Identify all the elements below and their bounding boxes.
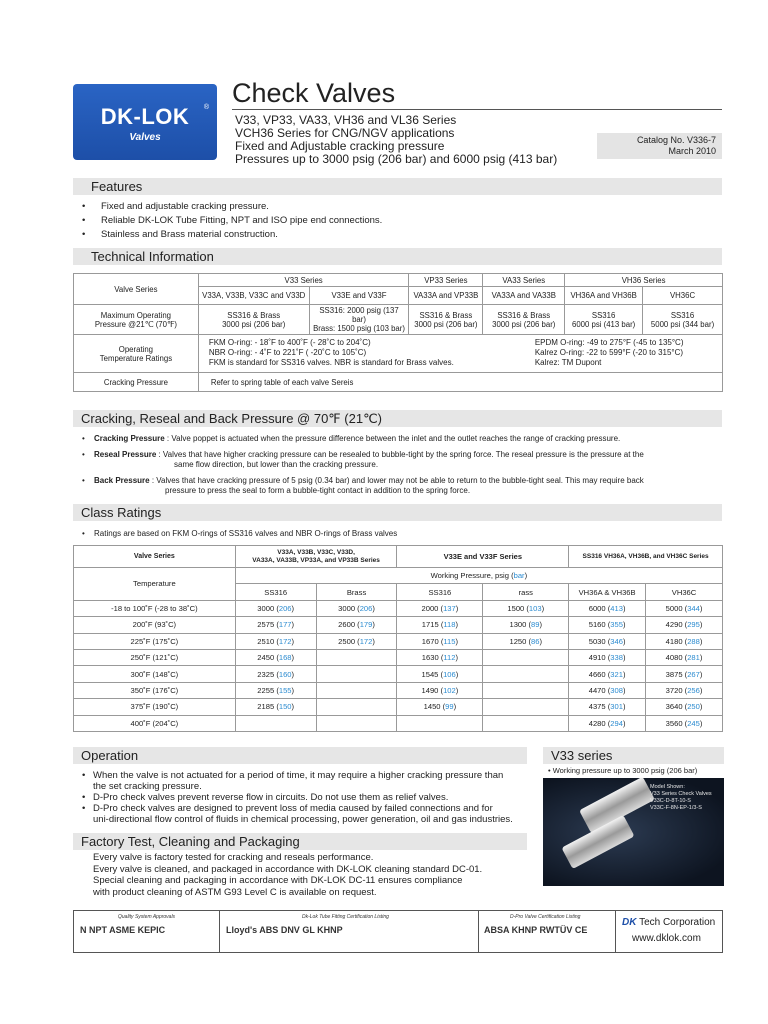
row-label: Cracking Pressure xyxy=(74,373,199,392)
tech-heading: Technical Information xyxy=(73,248,722,265)
table-cell: 1300 (89) xyxy=(483,617,569,633)
cracking-item: • Cracking Pressure : Valve poppet is actuated when the pressure difference between the inlet and the outlet reaches the range of cracking pressure. xyxy=(82,434,621,443)
table-cell xyxy=(483,666,569,682)
temperature-cell: 400˚F (204˚C) xyxy=(74,715,236,731)
table-cell: 4280 (294) xyxy=(569,715,646,731)
table-cell: 2500 (172) xyxy=(316,633,397,649)
operation-heading: Operation xyxy=(73,747,527,764)
sub-header: VH36A & VH36B xyxy=(569,584,646,600)
table-cell xyxy=(483,715,569,731)
page-title: Check Valves xyxy=(232,78,396,108)
table-cell xyxy=(316,699,397,715)
class-note: • Ratings are based on FKM O-rings of SS316 valves and NBR O-rings of Brass valves xyxy=(82,529,398,538)
table-cell: 3000 (206) xyxy=(316,600,397,616)
list-item: • Fixed and adjustable cracking pressure. xyxy=(73,200,382,214)
table-cell: 1450 (99) xyxy=(397,699,483,715)
features-list xyxy=(73,200,382,242)
table-row xyxy=(74,600,723,616)
tech-table xyxy=(73,273,723,392)
registered-icon: ® xyxy=(203,104,209,111)
table-cell: 3720 (256) xyxy=(646,682,723,698)
group-header: SS316 VH36A, VH36B, and VH36C Series xyxy=(569,546,723,568)
catalog-box xyxy=(597,133,722,159)
sub-header: VA33A and VP33B xyxy=(409,287,483,305)
temperature-cell: 375˚F (190˚C) xyxy=(74,699,236,715)
table-cell xyxy=(397,715,483,731)
temp-line: FKM O-ring: - 18˚F to 400˚F (- 28˚C to 204˚C) xyxy=(208,338,371,347)
temp-line: FKM is standard for SS316 valves. NBR is standard for Brass valves. xyxy=(208,358,454,367)
table-cell: SS316 6000 psi (413 bar) xyxy=(565,305,643,335)
table-cell: 1545 (106) xyxy=(397,666,483,682)
factory-text: Every valve is factory tested for cracking and reseals performance. Every valve is cleaned, and packaged in accordance with DK-LOK cleaning standard DC-01. Special cleaning and packaging in accordance with DK-LOK DC-11 ensures compliance with product cleaning of ASTM G93 Level C is available on request. xyxy=(93,852,483,898)
table-cell xyxy=(483,649,569,665)
catalog-number: Catalog No. V336-7 xyxy=(636,135,716,145)
sub-header: VH36C xyxy=(646,584,723,600)
table-cell xyxy=(316,682,397,698)
list-item: • When the valve is not actuated for a period of time, it may require a higher cracking pressure than the set cracking pressure. xyxy=(80,770,535,792)
table-cell: 2255 (155) xyxy=(235,682,316,698)
footer-certifications xyxy=(73,910,723,953)
dk-lok-logo xyxy=(73,84,217,160)
crack-cell: Refer to spring table of each valve Sereis xyxy=(198,373,722,392)
catalog-date: March 2010 xyxy=(668,146,716,156)
features-heading: Features xyxy=(73,178,722,195)
subtitles xyxy=(235,114,557,166)
sub-header: VH36C xyxy=(643,287,723,305)
temperature-header: Temperature xyxy=(74,568,236,601)
sub-header: V33A, V33B, V33C and V33D xyxy=(198,287,309,305)
table-cell: 5160 (355) xyxy=(569,617,646,633)
table-cell: 3640 (250) xyxy=(646,699,723,715)
table-cell: 4470 (308) xyxy=(569,682,646,698)
table-cell: 5000 (344) xyxy=(646,600,723,616)
quality-label: Quality System Approvals xyxy=(118,914,176,920)
tube-label: Dk-Lok Tube Fitting Certification Listing xyxy=(302,914,389,920)
dpro-label: D-Pro Valve Certification Listing xyxy=(510,914,581,920)
table-cell xyxy=(235,715,316,731)
operation-list xyxy=(80,770,535,825)
table-cell xyxy=(316,715,397,731)
table-cell: 2575 (177) xyxy=(235,617,316,633)
table-cell xyxy=(316,649,397,665)
table-cell xyxy=(316,666,397,682)
company-name: DK Tech Corporation xyxy=(622,917,716,928)
v33-heading: V33 series xyxy=(543,747,724,764)
sub-header: SS316 xyxy=(235,584,316,600)
temp-line: NBR O-ring: - 4˚F to 221˚F ( -20˚C to 105˚C) xyxy=(208,348,367,357)
table-cell: 4660 (321) xyxy=(569,666,646,682)
table-cell: SS316 & Brass 3000 psi (206 bar) xyxy=(198,305,309,335)
dpro-logos: ABSA KHNP RWTÜV CE xyxy=(484,925,588,935)
table-cell: 6000 (413) xyxy=(569,600,646,616)
table-cell: 2325 (160) xyxy=(235,666,316,682)
table-cell: 1500 (103) xyxy=(483,600,569,616)
subtitle: V33, VP33, VA33, VH36 and VL36 Series xyxy=(235,113,457,127)
list-item: • Reliable DK-LOK Tube Fitting, NPT and ISO pipe end connections. xyxy=(73,214,382,228)
temp-line: Kalrez O-ring: -22 to 599°F (-20 to 315°C) xyxy=(534,348,684,357)
sub-header: VA33A and VA33B xyxy=(483,287,565,305)
group-header: VP33 Series xyxy=(409,274,483,287)
table-cell: 5030 (346) xyxy=(569,633,646,649)
table-cell: 3875 (267) xyxy=(646,666,723,682)
table-row xyxy=(74,649,723,665)
table-cell: 4290 (295) xyxy=(646,617,723,633)
table-cell: SS316 5000 psi (344 bar) xyxy=(643,305,723,335)
class-table xyxy=(73,545,723,732)
photo-caption: Model Shown: V33 Series Check Valves V33C-D-8T-10-S V33C-F-8N-EP-1/3-S xyxy=(650,784,712,811)
table-cell: 2510 (172) xyxy=(235,633,316,649)
v33-photo xyxy=(543,778,724,886)
valve-series-header: Valve Series xyxy=(74,274,199,305)
title-divider xyxy=(232,109,722,110)
table-cell: 2000 (137) xyxy=(397,600,483,616)
table-cell: SS316 & Brass 3000 psi (206 bar) xyxy=(483,305,565,335)
temp-line: EPDM O-ring: -49 to 275°F (-45 to 135°C) xyxy=(534,338,684,347)
table-row xyxy=(74,699,723,715)
subtitle: VCH36 Series for CNG/NGV applications xyxy=(235,126,455,140)
logo-brand: DK-LOK xyxy=(100,104,190,129)
class-heading: Class Ratings xyxy=(73,504,722,521)
table-cell: SS316 & Brass 3000 psi (206 bar) xyxy=(409,305,483,335)
table-cell: 2185 (150) xyxy=(235,699,316,715)
table-cell: SS316: 2000 psig (137 bar) Brass: 1500 psig (103 bar) xyxy=(309,305,409,335)
table-cell: 3560 (245) xyxy=(646,715,723,731)
tube-logos: Lloyd's ABS DNV GL KHNP xyxy=(226,925,343,935)
back-pressure-item: • Back Pressure : Valves that have cracking pressure of 5 psig (0.34 bar) and lower may not be able to return to the bubble-tight seal. This may require back pressure to press the seal to form a bubble-tight contact in addition to the spring force. xyxy=(82,476,644,495)
table-cell: 4910 (338) xyxy=(569,649,646,665)
working-pressure-header: Working Pressure, psig (bar) xyxy=(235,568,722,584)
sub-header: VH36A and VH36B xyxy=(565,287,643,305)
table-cell: 1250 (86) xyxy=(483,633,569,649)
table-cell xyxy=(483,682,569,698)
table-cell: 1490 (102) xyxy=(397,682,483,698)
valve-series-header: Valve Series xyxy=(74,546,236,568)
list-item: • D-Pro check valves are designed to prevent loss of media caused by failed connections and for uni-directional flow control of fluids in chemical processing, power generation, oil and gas industries. xyxy=(80,803,535,825)
table-row xyxy=(74,617,723,633)
table-cell xyxy=(483,699,569,715)
table-cell: 2450 (168) xyxy=(235,649,316,665)
table-cell: 1670 (115) xyxy=(397,633,483,649)
subtitle: Pressures up to 3000 psig (206 bar) and 6000 psig (413 bar) xyxy=(235,152,558,166)
group-header: VH36 Series xyxy=(565,274,723,287)
group-header: V33A, V33B, V33C, V33D, VA33A, VA33B, VP33A, and VP33B Series xyxy=(235,546,397,568)
sub-header: Brass xyxy=(316,584,397,600)
group-header: VA33 Series xyxy=(483,274,565,287)
cracking-heading: Cracking, Reseal and Back Pressure @ 70℉ (21℃) xyxy=(73,410,722,427)
group-header: V33E and V33F Series xyxy=(397,546,569,568)
sub-header: V33E and V33F xyxy=(309,287,409,305)
list-item: • D-Pro check valves prevent reverse flow in circuits. Do not use them as relief valves. xyxy=(80,792,535,803)
table-cell: 1715 (118) xyxy=(397,617,483,633)
list-item: • Stainless and Brass material construction. xyxy=(73,228,382,242)
group-header: V33 Series xyxy=(198,274,409,287)
sub-header: rass xyxy=(483,584,569,600)
table-row xyxy=(74,633,723,649)
table-cell: 2600 (179) xyxy=(316,617,397,633)
temp-cell xyxy=(198,335,722,373)
temp-line: Kalrez: TM Dupont xyxy=(534,358,602,367)
temperature-cell: -18 to 100˚F (-28 to 38˚C) xyxy=(74,600,236,616)
table-row xyxy=(74,666,723,682)
table-cell: 1630 (112) xyxy=(397,649,483,665)
logo-sub: Valves xyxy=(129,132,161,143)
temperature-cell: 250˚F (121˚C) xyxy=(74,649,236,665)
quality-logos: N NPT ASME KEPIC xyxy=(80,925,166,935)
v33-note: • Working pressure up to 3000 psig (206 bar) xyxy=(548,766,698,775)
row-label: Maximum Operating Pressure @21℃ (70℉) xyxy=(74,305,199,335)
temperature-cell: 225˚F (175˚C) xyxy=(74,633,236,649)
table-cell: 3000 (206) xyxy=(235,600,316,616)
table-cell: 4375 (301) xyxy=(569,699,646,715)
reseal-item: • Reseal Pressure : Valves that have higher cracking pressure can be resealed to bubble-tight by the spring force. The reseal pressure is the pressure at the same flow direction, but lower than the cracking pressure. xyxy=(82,450,644,469)
subtitle: Fixed and Adjustable cracking pressure xyxy=(235,139,445,153)
table-row xyxy=(74,682,723,698)
table-row xyxy=(74,715,723,731)
temperature-cell: 200˚F (93˚C) xyxy=(74,617,236,633)
row-label: Operating Temperature Ratings xyxy=(74,335,199,373)
website-link[interactable]: www.dklok.com xyxy=(632,933,701,944)
factory-heading: Factory Test, Cleaning and Packaging xyxy=(73,833,527,850)
temperature-cell: 300˚F (148˚C) xyxy=(74,666,236,682)
temperature-cell: 350˚F (176˚C) xyxy=(74,682,236,698)
table-cell: 4180 (288) xyxy=(646,633,723,649)
sub-header: SS316 xyxy=(397,584,483,600)
table-cell: 4080 (281) xyxy=(646,649,723,665)
